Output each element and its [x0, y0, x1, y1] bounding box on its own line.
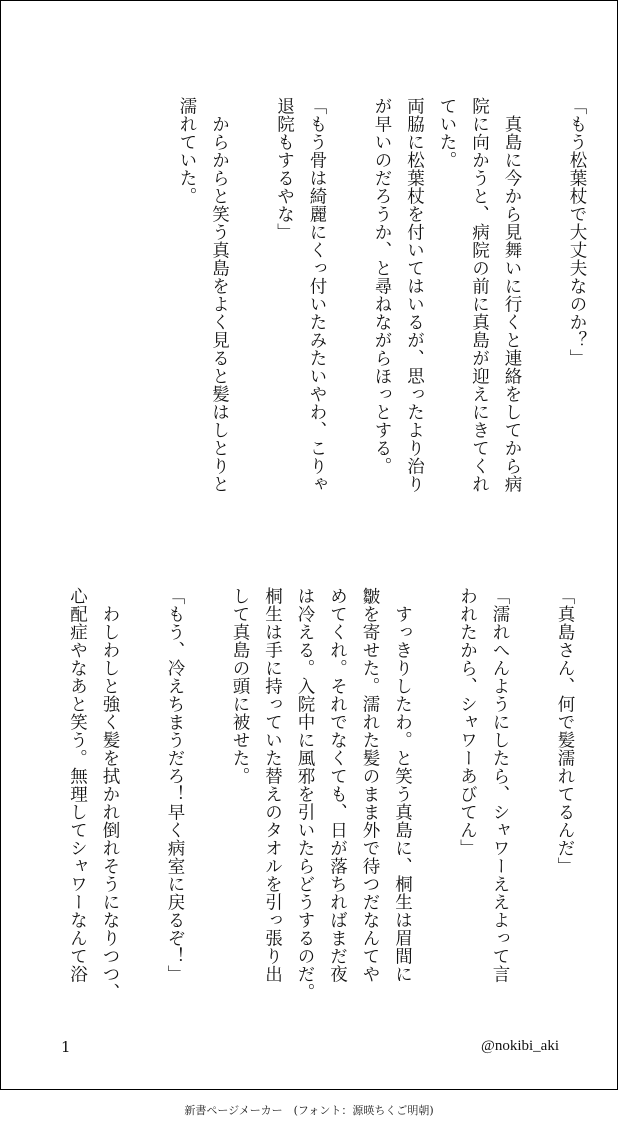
text-block-top: 「もう松葉杖で大丈夫なのか？」 真島に今から見舞いに行くと連絡をしてから病 院に向かうと、病院の前に真島が迎えにきてくれ ていた。 両脇に松葉杖を付いてはいるが、思ったより治り が早いのだろうか、と尋ねながらほっとする。 「もう骨は綺麗にくっ付いたみたいやわ、こりゃ 退院もするやな」 からからと笑う真島をよく見ると髪はしとりと 濡れていた。	[177, 97, 587, 493]
text-block-bottom: 「真島さん、何で髪濡れてるんだ」 「濡れへんようにしたら、シャワーええよって言 われたから、シャワーあびてん」 すっきりしたわ。と笑う真島に、桐生は眉間に 皺を寄せた。濡れた髪のまま外で待つだなんてや めてくれ。それでなくても、日が落ちればまだ夜 は冷える。入院中に風邪を引いたらどうするのだ。 桐生は手に持っていた替えのタオルを引っ張り出 して真島の頭に被せた。 「もう、冷えちまうだろ！早く病室に戻るぞ！」 わしわしと強く髪を拭かれ倒れそうになりつつ、 心配症やなあと笑う。無理してシャワーなんて浴	[67, 587, 575, 1001]
author-handle: @nokibi_aki	[481, 1038, 559, 1054]
page-number: 1	[61, 1038, 71, 1056]
footer-credit: 新書ページメーカー (フォント：源暎ちくご明朝)	[184, 1104, 434, 1117]
